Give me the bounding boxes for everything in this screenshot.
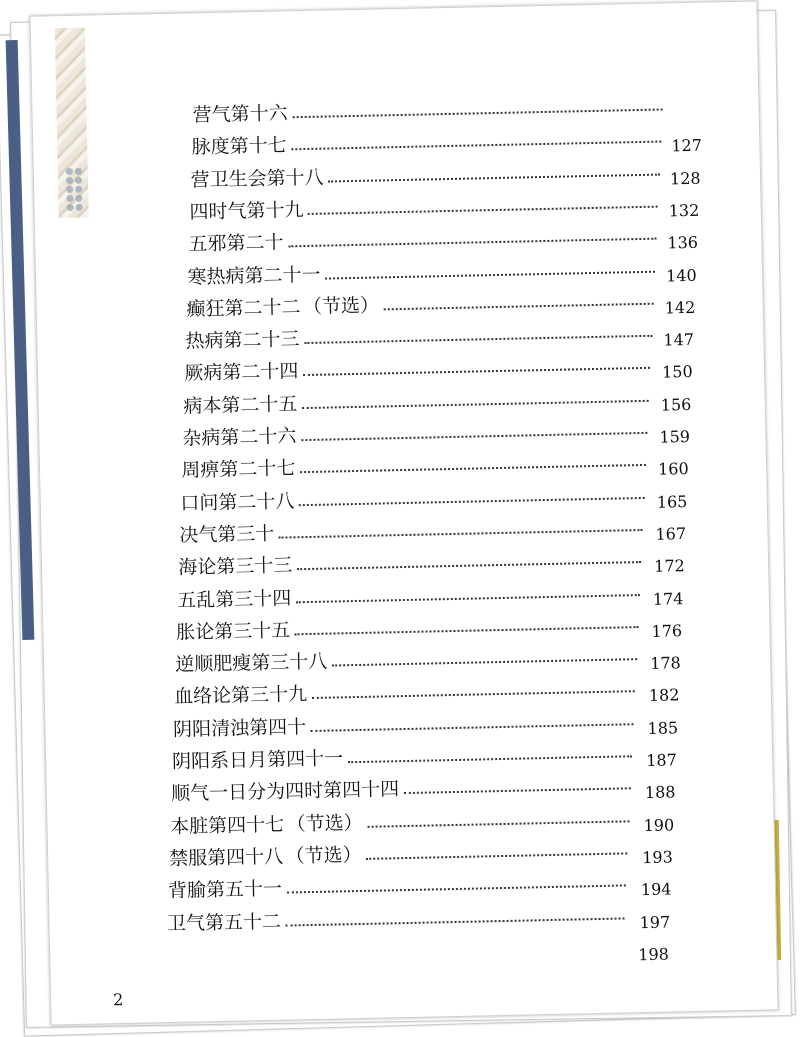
toc-entry-title: 阴阳系日月第四十一 bbox=[171, 747, 344, 773]
toc-entry-page: 188 bbox=[644, 782, 676, 803]
toc-dot-leader bbox=[300, 464, 646, 473]
toc-entry-page: 147 bbox=[663, 329, 695, 350]
toc-entry-page: 178 bbox=[650, 653, 681, 673]
toc-entry-page: 172 bbox=[653, 556, 685, 576]
toc-dot-leader bbox=[288, 238, 656, 248]
toc-dot-leader bbox=[295, 626, 638, 635]
toc-entry-title: 口问第二十八 bbox=[180, 489, 295, 515]
toc-dot-leader bbox=[297, 561, 641, 570]
toc-entry-title: 周痹第二十七 bbox=[181, 457, 296, 482]
toc-entry-title: 逆顺肥瘦第三十八 bbox=[174, 650, 328, 676]
toc-dot-leader bbox=[296, 594, 640, 603]
toc-dot-leader bbox=[348, 755, 632, 763]
toc-dot-leader bbox=[404, 788, 631, 795]
toc-entry-page: 128 bbox=[669, 168, 701, 188]
toc-entry-title: 脉度第十七 bbox=[191, 134, 287, 159]
toc-dot-leader bbox=[286, 917, 625, 926]
toc-entry-note: （节选） bbox=[302, 294, 380, 318]
toc-entry-page: 142 bbox=[664, 297, 696, 318]
toc-entry-page: 197 bbox=[639, 912, 671, 932]
toc-entry-page: 127 bbox=[671, 135, 703, 156]
toc-entry-title: 血络论第三十九 bbox=[173, 683, 308, 709]
toc-entry-title: 卫气第五十二 bbox=[166, 910, 282, 935]
toc-dot-leader bbox=[304, 335, 652, 344]
toc-entry-page: 194 bbox=[640, 879, 672, 900]
toc-entry-page: 140 bbox=[665, 265, 697, 285]
toc-entry-page: 185 bbox=[647, 717, 679, 738]
toc-entry-note: （节选） bbox=[285, 843, 362, 868]
toc-entry-page: 159 bbox=[659, 426, 691, 447]
toc-dot-leader bbox=[367, 820, 629, 827]
toc-entry-title: 背腧第五十一 bbox=[167, 877, 283, 903]
toc-entry-title: 五邪第二十 bbox=[188, 231, 284, 256]
toc-entry-page: 165 bbox=[656, 491, 688, 512]
toc-entry-page: 160 bbox=[657, 459, 689, 479]
toc-dot-leader bbox=[287, 885, 626, 894]
toc-entry-title: 营卫生会第十八 bbox=[190, 166, 324, 191]
toc-entry-title: 厥病第二十四 bbox=[184, 360, 299, 385]
toc-entry-title: 癫狂第二十二 bbox=[186, 295, 301, 321]
toc-entry-page: 198 bbox=[638, 944, 670, 964]
toc-entry-page: 156 bbox=[660, 394, 692, 415]
toc-entry-title: 胀论第三十五 bbox=[176, 619, 291, 644]
toc-dot-leader bbox=[332, 658, 637, 666]
toc-dot-leader bbox=[291, 141, 661, 151]
toc-dot-leader bbox=[312, 691, 635, 700]
toc-entry-page: 176 bbox=[651, 621, 683, 641]
toc-entry-title: 寒热病第二十一 bbox=[187, 263, 321, 288]
toc-entry-page: 132 bbox=[668, 200, 700, 221]
toc-dot-leader bbox=[303, 367, 650, 376]
toc-dot-leader bbox=[308, 206, 658, 215]
toc-dot-leader bbox=[366, 852, 627, 859]
toc-entry-title: 顺气一日分为四时第四十四 bbox=[170, 778, 400, 806]
toc-entry-page: 150 bbox=[661, 362, 693, 382]
toc-entry-title: 海论第三十三 bbox=[178, 554, 293, 579]
toc-dot-leader bbox=[328, 173, 659, 182]
toc-dot-leader bbox=[299, 497, 644, 506]
toc-entry-page: 187 bbox=[646, 750, 677, 770]
toc-entry-title: 四时气第十九 bbox=[189, 198, 304, 224]
toc-dot-leader bbox=[279, 529, 643, 539]
toc-dot-leader bbox=[384, 303, 654, 311]
book-page bbox=[30, 0, 779, 1025]
toc-dot-leader bbox=[325, 270, 655, 279]
table-of-contents bbox=[31, 2, 778, 1025]
toc-entry-page: 190 bbox=[643, 815, 675, 835]
toc-dot-leader bbox=[311, 723, 634, 732]
toc-entry-title: 决气第三十 bbox=[179, 522, 275, 547]
toc-entry-title: 营气第十六 bbox=[192, 102, 288, 127]
toc-entry-title: 阴阳清浊第四十 bbox=[172, 715, 307, 741]
toc-entry-title: 热病第二十三 bbox=[185, 328, 300, 353]
toc-entry-page: 136 bbox=[667, 232, 699, 253]
toc-dot-leader bbox=[292, 108, 662, 118]
toc-entry-page: 167 bbox=[655, 523, 687, 544]
toc-entry-title: 病本第二十五 bbox=[183, 392, 298, 418]
toc-entry-title: 五乱第三十四 bbox=[177, 586, 292, 612]
toc-entry-page: 193 bbox=[642, 847, 674, 867]
toc-entry-title: 本脏第四十七 bbox=[169, 813, 285, 838]
page-number: 2 bbox=[112, 989, 124, 1010]
toc-entry-title: 禁服第四十八 bbox=[168, 845, 284, 870]
toc-dot-leader bbox=[301, 432, 647, 441]
toc-entry-title: 杂病第二十六 bbox=[182, 425, 297, 450]
toc-dot-leader bbox=[302, 400, 649, 409]
toc-entry-page: 174 bbox=[652, 588, 684, 609]
toc-entry-page: 182 bbox=[648, 685, 680, 706]
toc-entry-note: （节选） bbox=[286, 811, 363, 836]
